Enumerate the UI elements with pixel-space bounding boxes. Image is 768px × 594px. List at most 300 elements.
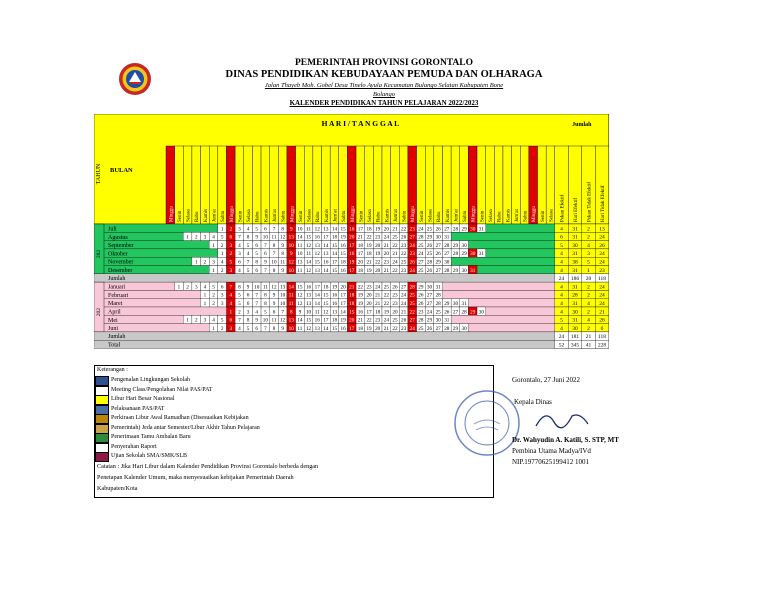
summary-value: 228 [597, 342, 607, 349]
date-number: 23 [375, 317, 381, 324]
day-name: Kamis [203, 208, 209, 222]
summary-value: 31 [572, 226, 578, 233]
month-name: Februari [108, 292, 129, 299]
date-number: 12 [280, 234, 286, 241]
legend-text: Pelaksanaan PAS/PAT [111, 405, 165, 412]
date-number: 28 [452, 226, 459, 233]
date-number: 1 [220, 226, 224, 233]
summary-value: 4 [560, 226, 563, 233]
date-number: 29 [435, 259, 441, 266]
date-number: 11 [271, 234, 277, 241]
date-number: 25 [392, 317, 398, 324]
date-number: 15 [340, 226, 346, 233]
date-number: 27 [444, 226, 450, 233]
date-number: 18 [366, 226, 372, 233]
date-number: 24 [383, 317, 389, 324]
day-name: Senin [359, 210, 365, 222]
date-number: 9 [289, 251, 293, 258]
date-number: 11 [271, 317, 277, 324]
date-number: 21 [383, 242, 389, 249]
office-title: DINAS PENDIDIKAN KEBUDAYAAN PEMUDA DAN OLHARAGA [225, 69, 543, 80]
date-number: 18 [340, 259, 346, 266]
date-number: 16 [323, 259, 329, 266]
day-name: Selasa [307, 209, 313, 222]
total-label: Jumlah [108, 276, 126, 283]
date-number: 27 [444, 251, 450, 258]
date-number: 7 [281, 309, 284, 316]
date-number: 17 [357, 226, 363, 233]
year-value: 202 [96, 307, 102, 317]
date-number: 11 [297, 242, 303, 249]
date-number: 20 [357, 259, 363, 266]
legend-swatch [95, 395, 109, 405]
date-number: 18 [375, 309, 381, 316]
date-number: 25 [426, 226, 433, 233]
summary-value: 3 [587, 251, 590, 258]
date-number: 30 [426, 284, 433, 291]
date-number: 6 [272, 309, 276, 316]
total-row [94, 274, 609, 282]
date-number: 24 [383, 234, 389, 241]
day-name: Minggu [290, 206, 296, 222]
date-number: 27 [435, 242, 441, 249]
day-name: Jum'at [454, 209, 460, 222]
date-number: 8 [281, 251, 284, 258]
date-number: 12 [305, 242, 312, 249]
date-number: 22 [409, 309, 415, 316]
date-number: 20 [375, 242, 381, 249]
date-number: 18 [357, 267, 363, 274]
legend-text: Pengenalan Lingkungan Sekolah [111, 377, 190, 383]
place-date: Gorontalo, 27 Juni 2022 [512, 376, 581, 384]
date-number: 1 [220, 251, 224, 258]
day-name: Senin [540, 210, 546, 222]
date-number: 12 [297, 301, 303, 307]
date-number: 23 [392, 301, 398, 307]
summary-value: 5 [560, 317, 563, 324]
summary-value: 1 [587, 267, 590, 274]
date-number: 4 [229, 292, 233, 299]
date-number: 13 [323, 251, 329, 258]
summary-value: 31 [572, 317, 578, 324]
date-number: 4 [220, 259, 224, 266]
date-number: 28 [418, 317, 424, 324]
date-number: 7 [229, 284, 233, 291]
date-number: 11 [288, 301, 294, 307]
signer-rank: Pembina Utama Madya/IVd [512, 447, 591, 455]
date-number: 26 [426, 242, 433, 249]
date-number: 17 [323, 317, 329, 324]
date-number: 30 [470, 251, 476, 258]
date-number: 29 [452, 242, 459, 249]
date-number: 3 [220, 292, 224, 299]
date-number: 10 [288, 242, 294, 249]
day-name: Minggu [169, 206, 175, 222]
legend-text: Perkiraan Libur Awal Ramadhan (Disesuaikan Kebijakan [111, 415, 249, 421]
date-number: 25 [418, 267, 424, 274]
summary-header-text: Pekan Efektif [560, 194, 566, 222]
date-number: 19 [383, 309, 389, 316]
day-name: Minggu [471, 206, 477, 222]
total-label: Jumlah [108, 334, 126, 341]
summary-value: 2 [587, 292, 590, 299]
date-number: 21 [349, 284, 355, 291]
date-number: 15 [340, 251, 346, 258]
date-number: 4 [212, 317, 215, 324]
date-number: 13 [314, 325, 320, 332]
date-number: 8 [272, 267, 276, 274]
summary-value: 5 [587, 259, 590, 266]
date-number: 18 [349, 292, 355, 299]
date-number: 15 [314, 259, 320, 266]
date-number: 21 [366, 259, 372, 266]
date-number: 9 [281, 242, 284, 249]
legend-swatch [95, 443, 109, 453]
date-number: 14 [331, 226, 338, 233]
date-number: 4 [212, 234, 215, 241]
date-number: 26 [409, 259, 415, 266]
date-number: 1 [229, 309, 233, 316]
legend-title: Keterangan : [97, 367, 128, 373]
date-number: 31 [444, 234, 450, 241]
day-name: Sabtu [281, 210, 287, 222]
date-number: 24 [409, 267, 415, 274]
date-number: 6 [255, 267, 259, 274]
summary-value: 31 [572, 234, 578, 241]
date-number: 14 [323, 267, 329, 274]
date-number: 14 [314, 292, 320, 299]
date-number: 20 [340, 284, 346, 291]
legend-item [95, 443, 495, 452]
day-name: Sabtu [523, 210, 529, 222]
date-number: 15 [331, 325, 338, 332]
summary-value: 26 [599, 242, 605, 249]
calendar-grid [94, 114, 682, 350]
month-name: Juli [108, 226, 117, 233]
date-number: 22 [383, 301, 389, 307]
legend-swatch [95, 405, 109, 415]
date-number: 3 [203, 317, 207, 324]
day-name: Kamis [264, 208, 270, 222]
date-number: 20 [375, 267, 381, 274]
day-name: Rabu [195, 211, 201, 222]
date-number: 7 [238, 317, 241, 324]
date-number: 8 [255, 259, 259, 266]
date-number: 3 [238, 226, 241, 233]
date-number: 27 [435, 325, 441, 332]
date-number: 7 [264, 267, 267, 274]
date-number: 24 [409, 242, 415, 249]
date-number: 13 [288, 317, 294, 324]
date-number: 13 [297, 259, 303, 266]
calendar-title: KALENDER PENDIDIKAN TAHUN PELAJARAN 2022/2023 [289, 99, 479, 107]
date-number: 14 [297, 317, 303, 324]
signer-nip: NIP.19770625199412 1001 [512, 458, 590, 466]
date-number: 7 [272, 251, 276, 258]
date-number: 7 [246, 259, 250, 266]
date-number: 6 [220, 284, 224, 291]
date-number: 19 [349, 259, 355, 266]
date-number: 26 [426, 267, 433, 274]
month-name: Januari [108, 284, 126, 291]
date-number: 11 [306, 251, 312, 258]
date-number: 30 [461, 325, 467, 332]
date-number: 23 [401, 267, 407, 274]
summary-value: 181 [570, 334, 580, 341]
date-number: 2 [220, 267, 224, 274]
summary-value: 31 [572, 267, 578, 274]
date-number: 3 [212, 259, 215, 266]
legend-swatch [95, 386, 109, 396]
date-number: 9 [298, 309, 302, 316]
date-number: 31 [435, 284, 441, 291]
summary-value: 4 [560, 309, 563, 316]
date-number: 13 [305, 301, 312, 307]
date-number: 23 [392, 292, 398, 299]
date-number: 30 [444, 259, 450, 266]
document-header [0, 58, 768, 108]
summary-value: 24 [599, 259, 605, 266]
legend-text: Penerimaan Tamu Ambalan Baru [111, 434, 191, 440]
date-number: 13 [305, 292, 312, 299]
date-number: 17 [349, 325, 355, 332]
date-number: 15 [305, 234, 312, 241]
date-number: 23 [383, 259, 389, 266]
summary-value: 24 [558, 276, 565, 283]
date-number: 17 [349, 267, 355, 274]
date-number: 16 [340, 325, 346, 332]
date-number: 16 [349, 251, 355, 258]
date-number: 28 [418, 234, 424, 241]
year-header: TAHUN [96, 163, 102, 185]
date-number: 10 [262, 317, 268, 324]
date-number: 24 [392, 259, 398, 266]
date-number: 26 [426, 325, 433, 332]
summary-header-text: Hari Efektif [574, 197, 580, 222]
summary-value: 30 [572, 309, 578, 316]
summary-value: 31 [572, 301, 578, 307]
legend-item [95, 433, 495, 442]
date-number: 3 [229, 267, 233, 274]
summary-value: 20 [585, 276, 592, 283]
date-number: 27 [426, 292, 433, 299]
legend-item [95, 452, 495, 461]
date-number: 21 [383, 267, 389, 274]
summary-value: 24 [599, 234, 605, 241]
date-number: 11 [262, 284, 268, 291]
day-name: Selasa [549, 209, 555, 222]
date-number: 31 [478, 226, 484, 233]
date-number: 22 [366, 317, 372, 324]
date-number: 27 [452, 309, 459, 316]
summary-value: 24 [599, 284, 605, 291]
summary-value: 2 [587, 325, 590, 332]
date-number: 25 [409, 301, 415, 307]
date-number: 9 [281, 267, 284, 274]
date-number: 28 [444, 267, 450, 274]
date-number: 5 [264, 309, 267, 316]
day-name: Minggu [350, 206, 356, 222]
date-number: 12 [280, 317, 286, 324]
legend-box [94, 365, 494, 498]
summary-value: 23 [599, 267, 605, 274]
date-number: 17 [331, 259, 338, 266]
date-number: 7 [264, 325, 267, 332]
date-number: 3 [203, 234, 207, 241]
day-name: Selasa [428, 209, 434, 222]
date-number: 6 [264, 251, 267, 258]
date-number: 5 [246, 242, 250, 249]
date-number: 27 [409, 234, 415, 241]
date-number: 13 [323, 226, 329, 233]
date-number: 11 [297, 267, 303, 274]
date-number: 8 [272, 242, 276, 249]
date-number: 10 [305, 309, 312, 316]
date-number: 9 [264, 259, 267, 266]
date-number: 9 [281, 325, 284, 332]
summary-value: 24 [599, 251, 605, 258]
date-number: 1 [186, 317, 189, 324]
day-name: Minggu [229, 206, 235, 222]
date-number: 17 [323, 234, 329, 241]
date-number: 23 [409, 251, 415, 258]
date-number: 23 [401, 242, 407, 249]
date-number: 26 [435, 226, 441, 233]
legend-item [95, 386, 495, 395]
date-number: 27 [435, 267, 441, 274]
date-number: 2 [212, 301, 215, 307]
date-number: 17 [314, 284, 320, 291]
summary-value: 26 [599, 317, 605, 324]
summary-value: 30 [572, 242, 578, 249]
date-number: 31 [461, 301, 467, 307]
day-name: Rabu [497, 211, 503, 222]
date-number: 29 [452, 325, 459, 332]
date-number: 19 [375, 251, 381, 258]
date-number: 22 [401, 226, 407, 233]
date-number: 6 [238, 259, 241, 266]
date-number: 5 [238, 301, 241, 307]
date-number: 3 [238, 251, 241, 258]
date-number: 24 [418, 251, 424, 258]
date-number: 21 [375, 292, 381, 299]
date-number: 16 [305, 284, 312, 291]
date-number: 29 [461, 226, 467, 233]
day-name: Senin [298, 210, 304, 222]
date-number: 22 [392, 242, 398, 249]
summary-value: 4 [587, 301, 590, 307]
summary-value: 6 [560, 234, 563, 241]
date-number: 13 [331, 309, 338, 316]
summary-value: 345 [570, 342, 580, 349]
date-number: 21 [392, 226, 398, 233]
date-number: 10 [280, 292, 286, 299]
date-number: 10 [254, 284, 260, 291]
signer-position: Kepala Dinas [514, 398, 552, 406]
date-number: 31 [444, 317, 450, 324]
date-number: 11 [314, 309, 320, 316]
date-number: 1 [194, 259, 198, 266]
date-number: 17 [340, 301, 346, 307]
day-name: Rabu [437, 211, 443, 222]
summary-value: 118 [598, 334, 607, 341]
date-number: 22 [366, 234, 372, 241]
date-number: 30 [435, 317, 441, 324]
date-number: 16 [331, 301, 338, 307]
summary-value: 52 [558, 342, 565, 349]
date-number: 15 [323, 301, 329, 307]
date-number: 24 [426, 309, 433, 316]
date-number: 16 [314, 234, 320, 241]
year-cell [94, 224, 104, 274]
date-number: 27 [409, 317, 415, 324]
note-line: Catatan : Jika Hari Libur dalam Kalender Pendidikan Provinsi Gorontalo berbeda dengan [97, 463, 319, 470]
day-name: Kamis [506, 208, 512, 222]
date-number: 4 [229, 301, 233, 307]
day-name: Selasa [186, 209, 192, 222]
office-address: Jalan Thayeb Moh. Gobel Desa Tinelo Ayula Kecamatan Bulango Selatan Kabupaten Bone [264, 82, 504, 89]
date-number: 6 [229, 317, 233, 324]
date-number: 9 [255, 234, 259, 241]
date-number: 25 [426, 251, 433, 258]
legend-swatch [95, 376, 109, 386]
date-number: 1 [212, 267, 215, 274]
date-number: 25 [418, 242, 424, 249]
year-value: 202 [96, 249, 102, 259]
date-number: 4 [238, 242, 241, 249]
summary-value: 38 [572, 259, 578, 266]
date-number: 27 [401, 284, 407, 291]
day-name: Selasa [247, 209, 253, 222]
date-number: 4 [246, 226, 250, 233]
date-number: 29 [470, 309, 476, 316]
summary-value: 13 [599, 226, 605, 233]
date-number: 16 [340, 242, 346, 249]
date-number: 12 [305, 267, 312, 274]
date-number: 19 [340, 317, 346, 324]
jumlah-header: Jumlah [572, 122, 592, 128]
summary-value: 31 [572, 251, 578, 258]
date-number: 21 [357, 234, 363, 241]
date-number: 10 [262, 234, 268, 241]
date-number: 22 [357, 284, 363, 291]
date-number: 23 [375, 234, 381, 241]
date-number: 28 [426, 259, 433, 266]
date-number: 14 [314, 301, 320, 307]
summary-value: 4 [560, 267, 563, 274]
date-number: 16 [314, 317, 320, 324]
date-number: 8 [281, 226, 284, 233]
date-number: 16 [357, 309, 363, 316]
date-number: 19 [366, 325, 372, 332]
date-number: 21 [392, 251, 398, 258]
date-number: 19 [331, 284, 338, 291]
day-name: Rabu [316, 211, 322, 222]
legend-swatch [95, 424, 109, 434]
date-number: 25 [418, 325, 424, 332]
month-name: September [108, 243, 134, 250]
date-number: 8 [289, 309, 293, 316]
day-name: Sabtu [342, 210, 348, 222]
date-number: 1 [212, 325, 215, 332]
month-name: Mei [108, 317, 118, 324]
date-number: 28 [435, 292, 441, 299]
day-name: Sabtu [221, 210, 227, 222]
date-number: 5 [229, 259, 233, 266]
date-number: 22 [383, 292, 389, 299]
date-number: 17 [340, 292, 346, 299]
date-number: 26 [418, 301, 424, 307]
